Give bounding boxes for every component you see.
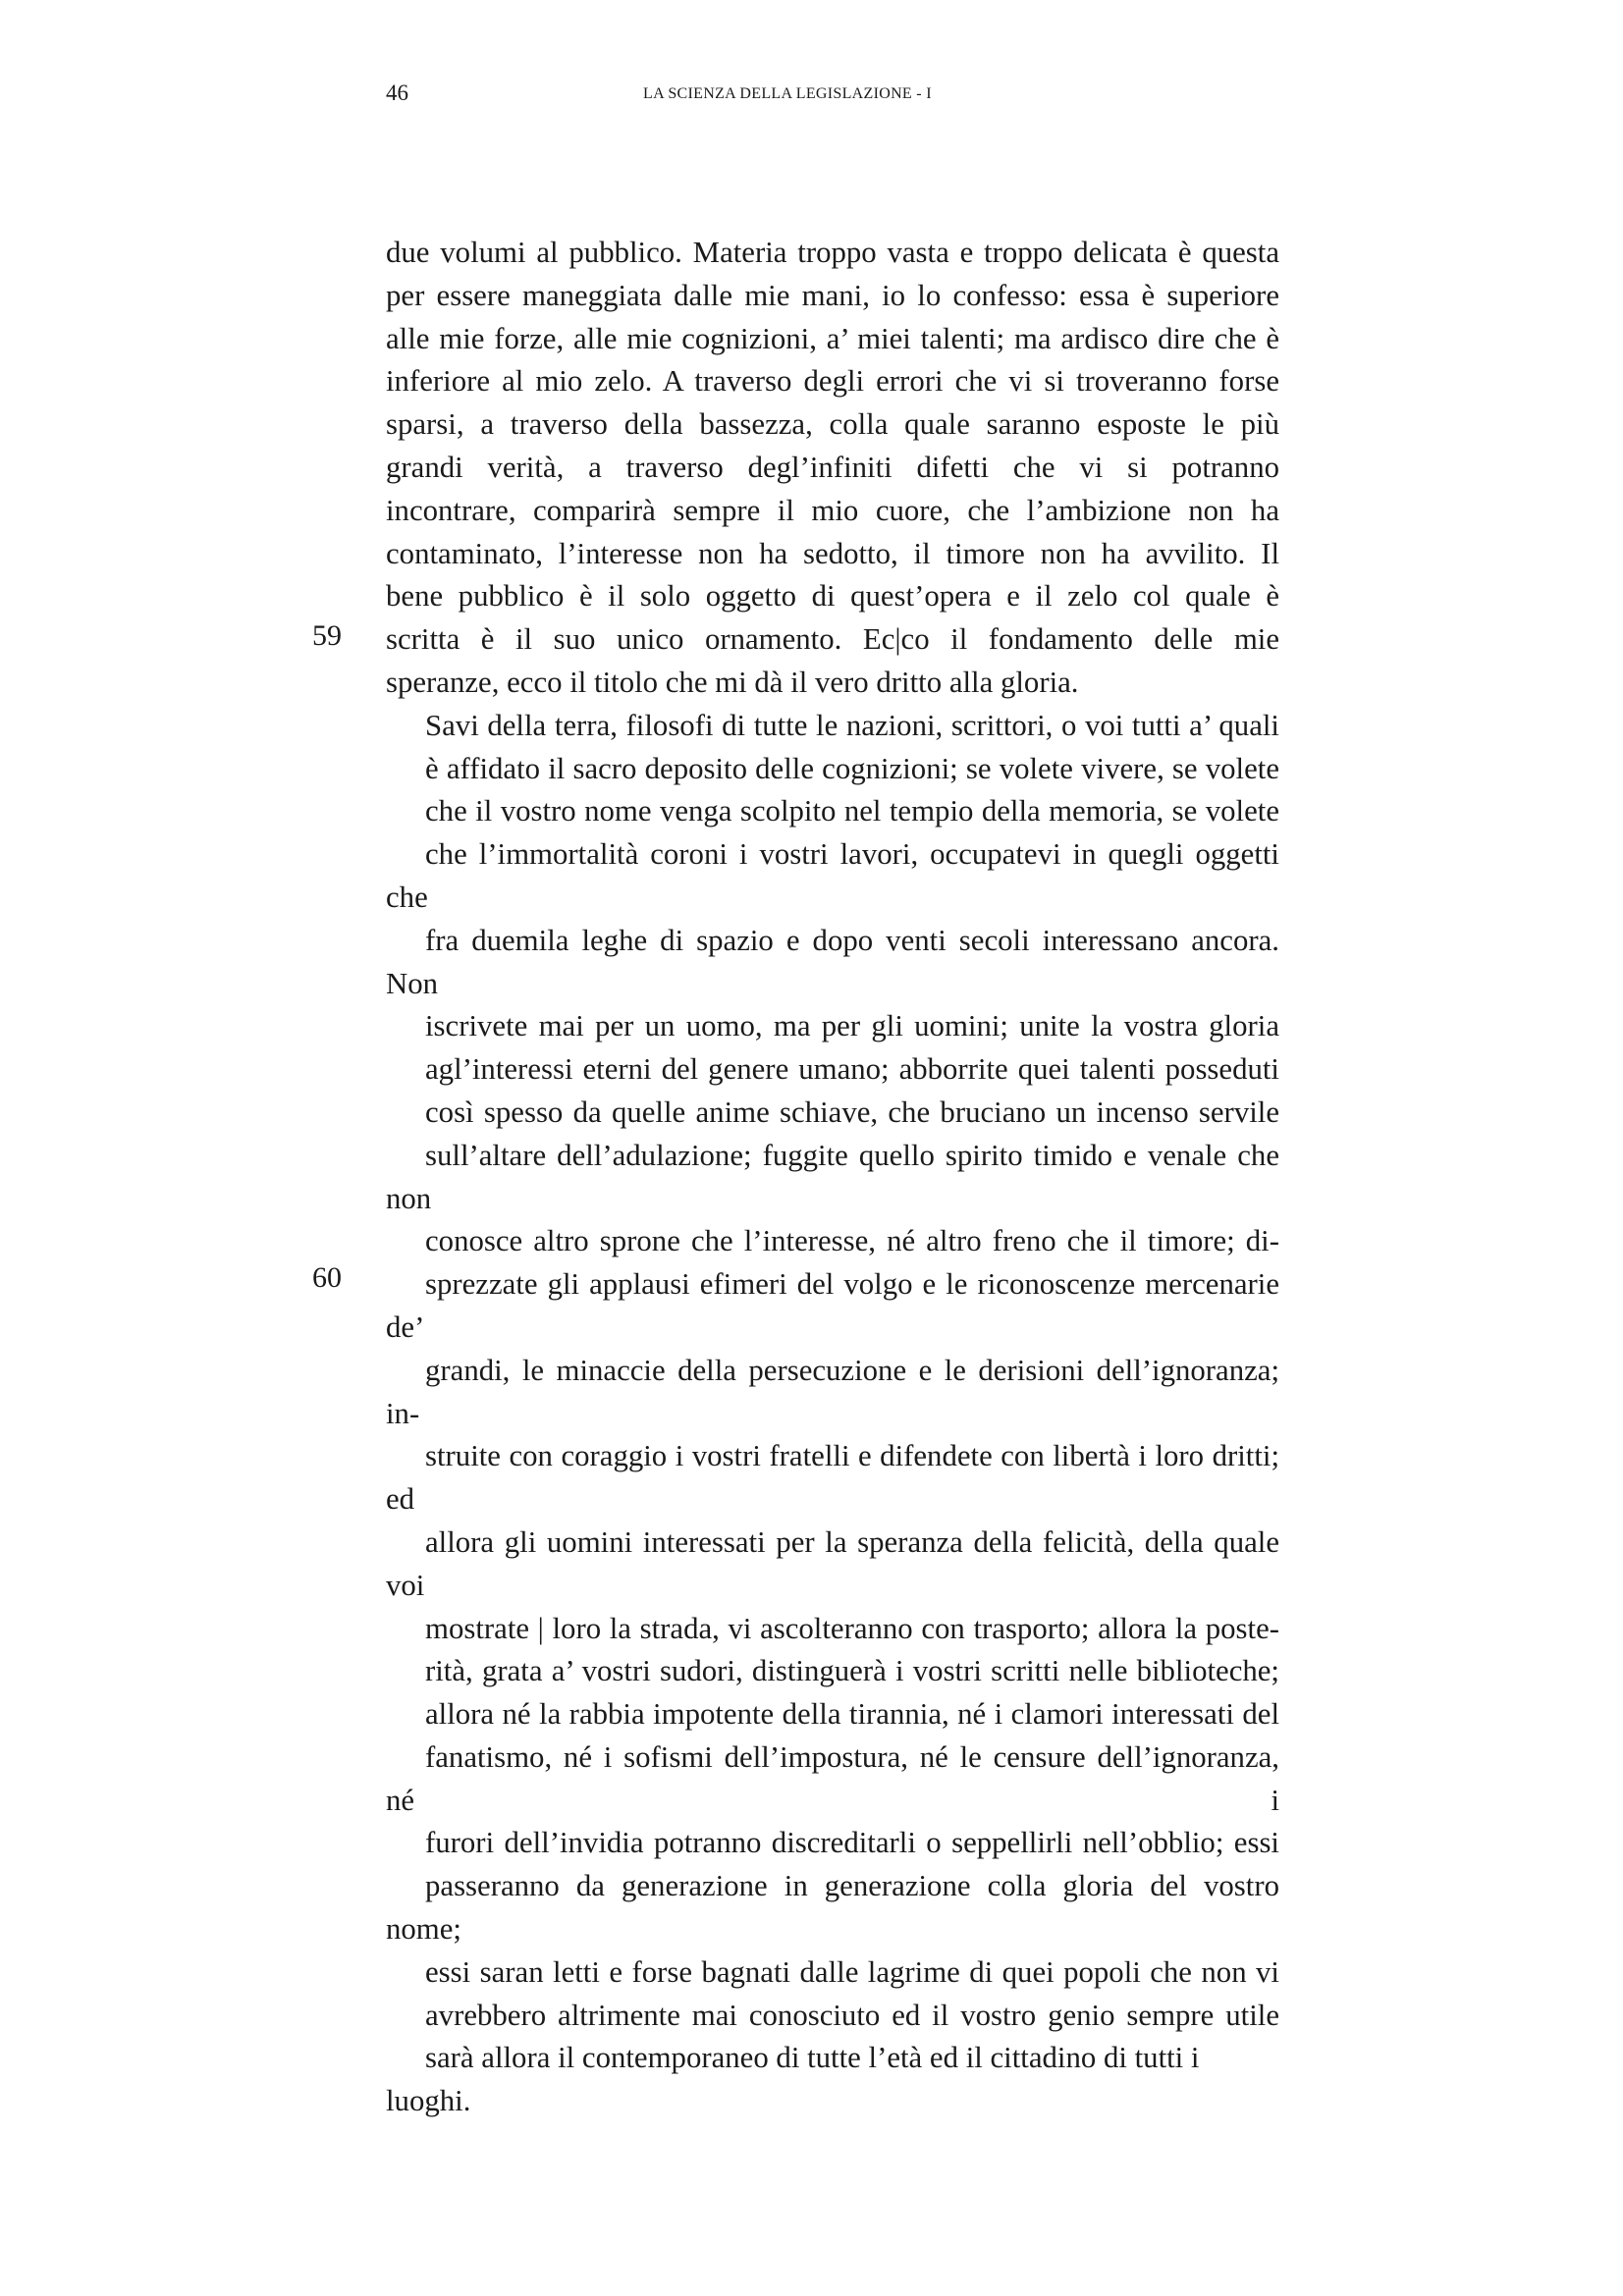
text-line: grandi verità, a traverso degl’infiniti difetti che vi si potranno (386, 450, 1279, 484)
paragraph (386, 232, 1279, 705)
text-line: fanatismo, né i sofismi dell’impostura, né le censure dell’ignoranza, né i (386, 1739, 1279, 1817)
text-line: che l’immortalità coroni i vostri lavori, occupatevi in quegli oggetti che (386, 837, 1279, 914)
text-line: mostrate | loro la strada, vi ascolteranno con trasporto; allora la poste- (425, 1611, 1279, 1645)
page-number: 46 (386, 80, 408, 105)
text-line: sprezzate gli applausi efimeri del volgo e le riconoscenze mercenarie de’ (386, 1267, 1279, 1344)
margin-line-marker: 59 (312, 619, 342, 652)
paragraph (386, 705, 1279, 2123)
text-line: sarà allora il contemporaneo di tutte l’età ed il cittadino di tutti i luoghi. (386, 2041, 1200, 2118)
text-line: incontrare, comparirà sempre il mio cuore, che l’ambizione non ha (386, 493, 1279, 527)
text-line: due volumi al pubblico. Materia troppo vasta e troppo delicata è questa (386, 236, 1279, 269)
text-line: grandi, le minaccie della persecuzione e le derisioni dell’ignoranza; in- (386, 1353, 1279, 1430)
text-line: essi saran letti e forse bagnati dalle lagrime di quei popoli che non vi (425, 1954, 1279, 1989)
text-line: così spesso da quelle anime schiave, che bruciano un incenso servile (425, 1095, 1279, 1129)
text-line: allora né la rabbia impotente della tirannia, né i clamori interessati del (425, 1697, 1279, 1732)
text-line: sparsi, a traverso della bassezza, colla quale saranno esposte le più (386, 407, 1279, 442)
text-line: per essere maneggiata dalle mie mani, io lo confesso: essa è superiore (386, 278, 1279, 312)
text-line: speranze, ecco il titolo che mi dà il vero dritto alla gloria. (386, 665, 1079, 699)
text-line: bene pubblico è il solo oggetto di quest’opera e il zelo col quale è (386, 579, 1279, 614)
text-line: agl’interessi eterni del genere umano; abborrite quei talenti posseduti (425, 1052, 1279, 1087)
text-line: furori dell’invidia potranno discreditarli o seppellirli nell’obblio; essi (425, 1826, 1279, 1860)
running-title: LA SCIENZA DELLA LEGISLAZIONE - I (643, 85, 932, 102)
text-line: che il vostro nome venga scolpito nel tempio della memoria, se volete (425, 794, 1279, 828)
text-line: conosce altro sprone che l’interesse, né altro freno che il timore; di- (425, 1224, 1279, 1258)
text-line: Savi della terra, filosofi di tutte le nazioni, scrittori, o voi tutti a’ quali (425, 708, 1279, 742)
text-line: allora gli uomini interessati per la speranza della felicità, della quale voi (386, 1524, 1279, 1602)
text-line: inferiore al mio zelo. A traverso degli errori che vi si troveranno forse (386, 364, 1279, 399)
text-line: è affidato il sacro deposito delle cognizioni; se volete vivere, se volete (425, 751, 1279, 785)
text-line: passeranno da generazione in generazione colla gloria del vostro nome; (386, 1869, 1279, 1947)
text-line: contaminato, l’interesse non ha sedotto, il timore non ha avvilito. Il (386, 536, 1279, 570)
margin-line-marker: 60 (312, 1261, 342, 1294)
text-line: struite con coraggio i vostri fratelli e difendete con libertà i loro dritti; ed (386, 1439, 1279, 1517)
text-line: iscrivete mai per un uomo, ma per gli uomini; unite la vostra gloria (425, 1009, 1279, 1043)
text-line: sull’altare dell’adulazione; fuggite quello spirito timido e venale che non (386, 1138, 1279, 1215)
body-text (386, 232, 1279, 2123)
text-line: scritta è il suo unico ornamento. Ec|co il fondamento delle mie (386, 622, 1279, 657)
text-line: rità, grata a’ vostri sudori, distinguerà i vostri scritti nelle biblioteche; (425, 1654, 1279, 1688)
text-line: alle mie forze, alle mie cognizioni, a’ miei talenti; ma ardisco dire che è (386, 321, 1279, 355)
text-line: avrebbero altrimente mai conosciuto ed il vostro genio sempre utile (425, 1998, 1279, 2032)
text-line: fra duemila leghe di spazio e dopo venti secoli interessano ancora. Non (386, 923, 1279, 1000)
